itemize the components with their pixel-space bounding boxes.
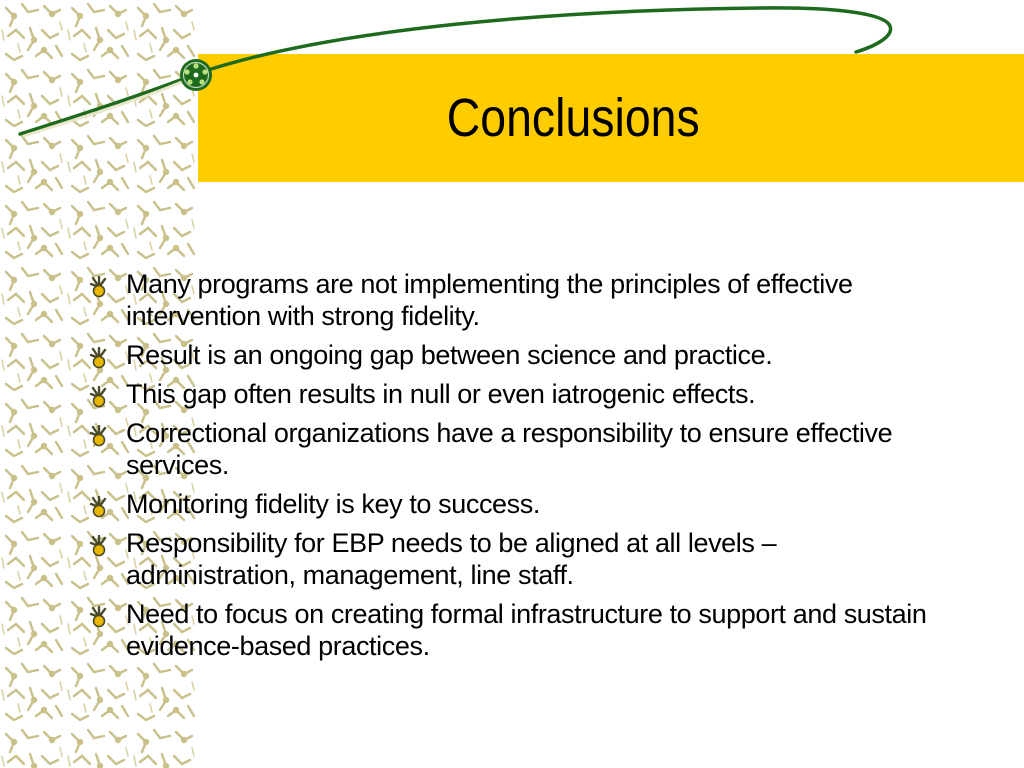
bullet-item	[88, 378, 948, 410]
flower-bullet-icon	[88, 386, 110, 408]
bullet-text: Many programs are not implementing the principles of effective intervention with strong fidelity.	[126, 269, 853, 331]
bullet-item	[88, 417, 948, 481]
bullet-list	[88, 268, 948, 669]
slide-title: Conclusions	[446, 88, 700, 148]
bullet-item	[88, 488, 948, 520]
flower-bullet-icon	[88, 347, 110, 369]
bullet-text: Need to focus on creating formal infrastructure to support and sustain evidence-based practices.	[126, 599, 927, 661]
flower-bullet-icon	[88, 496, 110, 518]
bullet-item	[88, 527, 948, 591]
bullet-item	[88, 598, 948, 662]
bullet-item	[88, 268, 948, 332]
bullet-item	[88, 339, 948, 371]
bullet-text: Correctional organizations have a responsibility to ensure effective services.	[126, 418, 893, 480]
flower-bullet-icon	[88, 425, 110, 447]
bullet-text: Result is an ongoing gap between science and practice.	[126, 340, 773, 370]
flower-bullet-icon	[88, 606, 110, 628]
flower-bullet-icon	[88, 535, 110, 557]
bullet-text: Monitoring fidelity is key to success.	[126, 489, 540, 519]
bullet-text: Responsibility for EBP needs to be aligned at all levels – administration, management, line staff.	[126, 528, 777, 590]
bullet-text: This gap often results in null or even iatrogenic effects.	[126, 379, 756, 409]
flower-bullet-icon	[88, 276, 110, 298]
